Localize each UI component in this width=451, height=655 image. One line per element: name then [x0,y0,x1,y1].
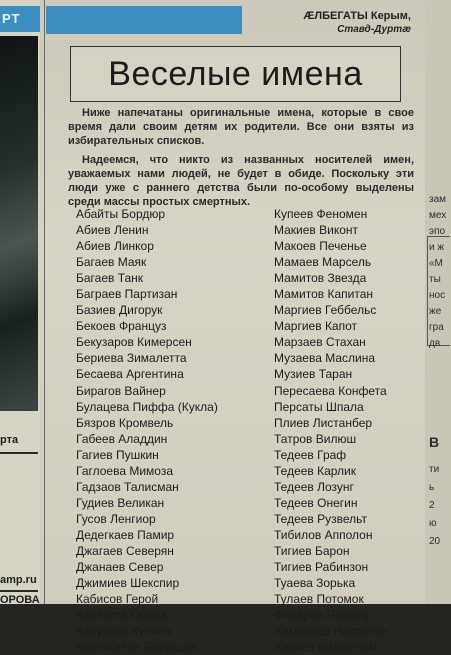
right-fragment: ти [429,464,440,475]
name-entry: Бериева Зималетта [76,351,187,366]
name-entry: Музаева Маслина [274,351,376,366]
name-entry: Абайты Бордюр [76,207,166,221]
left-website: amp.ru [0,574,37,586]
name-entry: Татров Вилюш [274,431,357,446]
name-entry: Тедеев Граф [274,447,347,462]
name-entry: Кабисов Герой [76,592,159,607]
name-entry: Хамицаев Наполеон [274,624,389,639]
name-entry: Келехсаева Барышня [76,640,197,655]
names-list-right [274,206,389,655]
left-footer-fragment: ОРОВА [0,594,40,606]
right-fragment: 2 [429,500,435,511]
name-entry: Туаева Зорька [274,576,356,591]
name-entry: Гудиев Великан [76,495,165,510]
right-fragment: ю [429,518,437,529]
left-caption: рта [0,434,19,446]
name-entry: Джагаев Северян [76,543,174,558]
name-entry: Тигиев Рабинзон [274,560,369,575]
name-entry: Дедегкаев Памир [76,527,175,542]
left-photo [0,36,38,411]
name-entry: Макиев Виконт [274,223,359,238]
name-entry: Тедеев Рузвельт [274,511,367,526]
name-entry: Каллагов Орлов [76,608,167,623]
name-entry: Бирагов Вайнер [76,383,166,398]
name-entry: Гусов Ленгиор [76,511,156,526]
intro-paragraph-2: Надеемся, что никто из названных носителей имен, уважаемых нами людей, не будет в обиде. Поскольку эти люди уже с раннего детства были по-особому выделены среди массы простых смертных. [68,154,414,208]
right-big-letter: В [429,434,440,450]
name-entry: Базиев Дигорук [76,303,163,318]
source-place: Ставд-Дуртæ [337,24,411,35]
name-entry: Маргиев Капот [274,319,358,334]
name-entry: Гадзаов Талисман [76,479,179,494]
right-fragment: же [429,306,442,317]
article-title: Веселые имена [108,55,363,93]
right-fragment: 20 [429,536,441,547]
right-fragment: дв [429,338,441,349]
header-source [303,9,411,37]
title-box [70,46,401,102]
name-entry: Джимиев Шекспир [76,576,180,591]
name-entry: Купеев Феномен [274,207,368,221]
name-entry: Баграев Партизан [76,287,178,302]
name-entry: Макоев Печенье [274,239,367,254]
name-entry: Маргиев Геббельс [274,303,377,318]
name-entry: Бекоев Француз [76,319,167,334]
name-entry: Тулаев Потомок [274,592,364,607]
name-entry: Гагиев Пушкин [76,447,159,462]
name-entry: Багаев Танк [76,271,144,286]
right-fragment: зам [429,194,447,205]
left-neighbor-column [0,0,40,604]
name-entry: Бязров Кромвель [76,415,174,430]
name-entry: Джанаев Север [76,560,164,575]
name-entry: Бекузаров Кимерсен [76,335,192,350]
right-fragment: гра [429,322,444,333]
name-entry: Персаты Шпала [274,399,364,414]
name-entry: Тедеев Онегин [274,495,358,510]
left-section-tab: РТ [0,6,42,32]
name-entry: Марзаев Стахан [274,335,366,350]
right-fragment: нос [429,290,446,301]
right-fragment: ь [429,482,435,493]
name-entry: Хасиев Вильгельм [274,640,378,655]
right-fragment: эпо [429,226,446,237]
name-entry: Мамаев Марсель [274,255,372,270]
name-entry: Булацева Пиффа (Кукла) [76,399,218,414]
header-accent-bar [46,6,242,34]
name-entry: Тибилов Апполон [274,527,373,542]
name-entry: Пересаева Конфета [274,383,387,398]
right-fragment: и ж [429,242,445,253]
right-fragment: ты [429,274,441,285]
source-name: ÆЛБЕГАТЫ Керым, [303,10,411,22]
name-entry: Багаев Маяк [76,255,147,270]
name-entry: Абиев Ленин [76,223,149,238]
names-list-left [76,206,218,655]
name-entry: Фидаров Японец [274,608,369,623]
intro-paragraph-1: Ниже напечатаны оригинальные имена, которые в свое время дали своим детям их родители. Все они взяты из избирательных списков. [68,107,414,147]
name-entry: Тедеев Карлик [274,463,357,478]
name-entry: Гаглоева Мимоза [76,463,174,478]
left-divider [0,452,38,454]
name-entry: Габеев Аладдин [76,431,168,446]
name-entry: Плиев Листанбер [274,415,373,430]
name-entry: Калухова Кулина [76,624,172,639]
name-entry: Абиев Линкор [76,239,154,254]
right-neighbor-column [425,0,451,604]
right-fragment: мех [429,210,447,221]
right-fragment: «М [429,258,443,269]
left-divider-bottom [0,590,38,592]
name-entry: Мамитов Капитан [274,287,374,302]
name-entry: Музиев Таран [274,367,353,382]
name-entry: Бесаева Аргентина [76,367,184,382]
column-divider [44,0,45,604]
name-entry: Тигиев Барон [274,543,350,558]
name-entry: Тедеев Лозунг [274,479,354,494]
name-entry: Мамитов Звезда [274,271,367,286]
